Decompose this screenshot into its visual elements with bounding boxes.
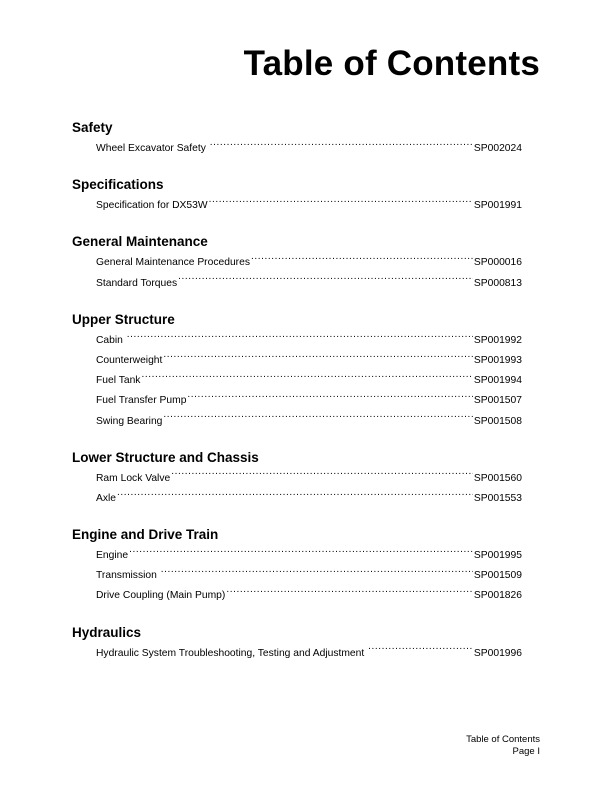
toc-entry[interactable] (96, 371, 522, 391)
toc-entry-label: Drive Coupling (Main Pump) (96, 590, 226, 602)
toc-entry[interactable] (96, 412, 522, 432)
dot-leader (163, 351, 472, 363)
toc-entry-code: SP001509 (473, 570, 522, 582)
toc-entry-label: General Maintenance Procedures (96, 257, 250, 269)
toc-entry-label: Fuel Transfer Pump (96, 395, 187, 407)
toc-entry-code: SP001995 (473, 550, 522, 562)
toc-entry-code: SP001991 (473, 200, 522, 212)
toc-entry-code: SP001560 (473, 472, 522, 484)
dot-leader (117, 489, 473, 501)
toc-entry-code: SP001553 (473, 492, 522, 504)
toc-entry-code: SP001993 (473, 354, 522, 366)
toc-entry-code: SP001996 (473, 647, 522, 659)
dot-leader (127, 331, 473, 343)
dot-leader (141, 371, 472, 383)
toc-entry-label: Standard Torques (96, 277, 178, 289)
toc-entry[interactable] (96, 566, 522, 586)
dot-leader (187, 391, 472, 403)
footer-page-number: Page I (512, 746, 540, 757)
toc-section (72, 447, 522, 509)
toc-section (72, 174, 522, 216)
footer-title: Table of Contents (466, 734, 540, 745)
toc-section (72, 231, 522, 293)
toc-entry[interactable] (96, 139, 522, 159)
toc-entry[interactable] (96, 331, 522, 351)
toc-entry[interactable] (96, 489, 522, 509)
toc-entry-label: Wheel Excavator Safety (96, 143, 209, 154)
dot-leader (209, 196, 473, 208)
toc-entry-label: Fuel Tank (96, 375, 141, 387)
toc-entry-code: SP001826 (473, 590, 522, 602)
toc-entry-code: SP000016 (473, 257, 522, 269)
toc-section (72, 117, 522, 159)
toc-entry[interactable] (96, 274, 522, 294)
toc-entry-label: Engine (96, 550, 129, 562)
toc-entry-label: Swing Bearing (96, 415, 163, 427)
page-title: Table of Contents (243, 44, 540, 83)
dot-leader (163, 412, 472, 424)
toc-entry-label: Axle (96, 492, 117, 504)
toc-entry[interactable] (96, 546, 522, 566)
toc-entry[interactable] (96, 351, 522, 371)
toc-section (72, 309, 522, 432)
section-heading: Safety (72, 120, 113, 135)
dot-leader (129, 546, 473, 558)
toc-entry-code: SP002024 (473, 143, 522, 154)
section-heading: Hydraulics (72, 624, 142, 640)
toc-entry[interactable] (96, 644, 522, 664)
toc-entry[interactable] (96, 586, 522, 606)
dot-leader (178, 274, 473, 286)
dot-leader (226, 586, 473, 598)
toc-entry-label: Hydraulic System Troubleshooting, Testing and Adjustment (96, 647, 368, 659)
toc-entry-code: SP001507 (473, 395, 522, 407)
toc-entry[interactable] (96, 253, 522, 273)
toc-entry-code: SP001508 (473, 415, 522, 427)
section-heading: Lower Structure and Chassis (72, 449, 259, 465)
toc-entry[interactable] (96, 391, 522, 411)
toc-entry-code: SP000813 (473, 277, 522, 289)
toc-entry-code: SP001992 (473, 334, 522, 346)
dot-leader (171, 469, 473, 481)
toc-entry[interactable] (96, 196, 522, 216)
section-heading: General Maintenance (72, 234, 208, 250)
section-heading: Upper Structure (72, 311, 175, 327)
toc-entry-label: Specification for DX53W (96, 200, 208, 212)
toc-entry[interactable] (96, 469, 522, 489)
dot-leader (368, 644, 473, 656)
toc-entry-label: Transmission (96, 570, 160, 582)
toc-section (72, 524, 522, 607)
toc-entry-label: Ram Lock Valve (96, 472, 171, 484)
page-footer (466, 734, 540, 758)
toc-entry-code: SP001994 (473, 375, 522, 387)
toc-section (72, 622, 522, 664)
dot-leader (210, 139, 473, 151)
toc-entry-label: Counterweight (96, 354, 163, 366)
toc-entry-label: Cabin (96, 334, 126, 346)
table-of-contents (72, 117, 522, 679)
section-heading: Specifications (72, 177, 164, 193)
section-heading: Engine and Drive Train (72, 527, 219, 543)
dot-leader (251, 253, 473, 265)
dot-leader (161, 566, 473, 578)
